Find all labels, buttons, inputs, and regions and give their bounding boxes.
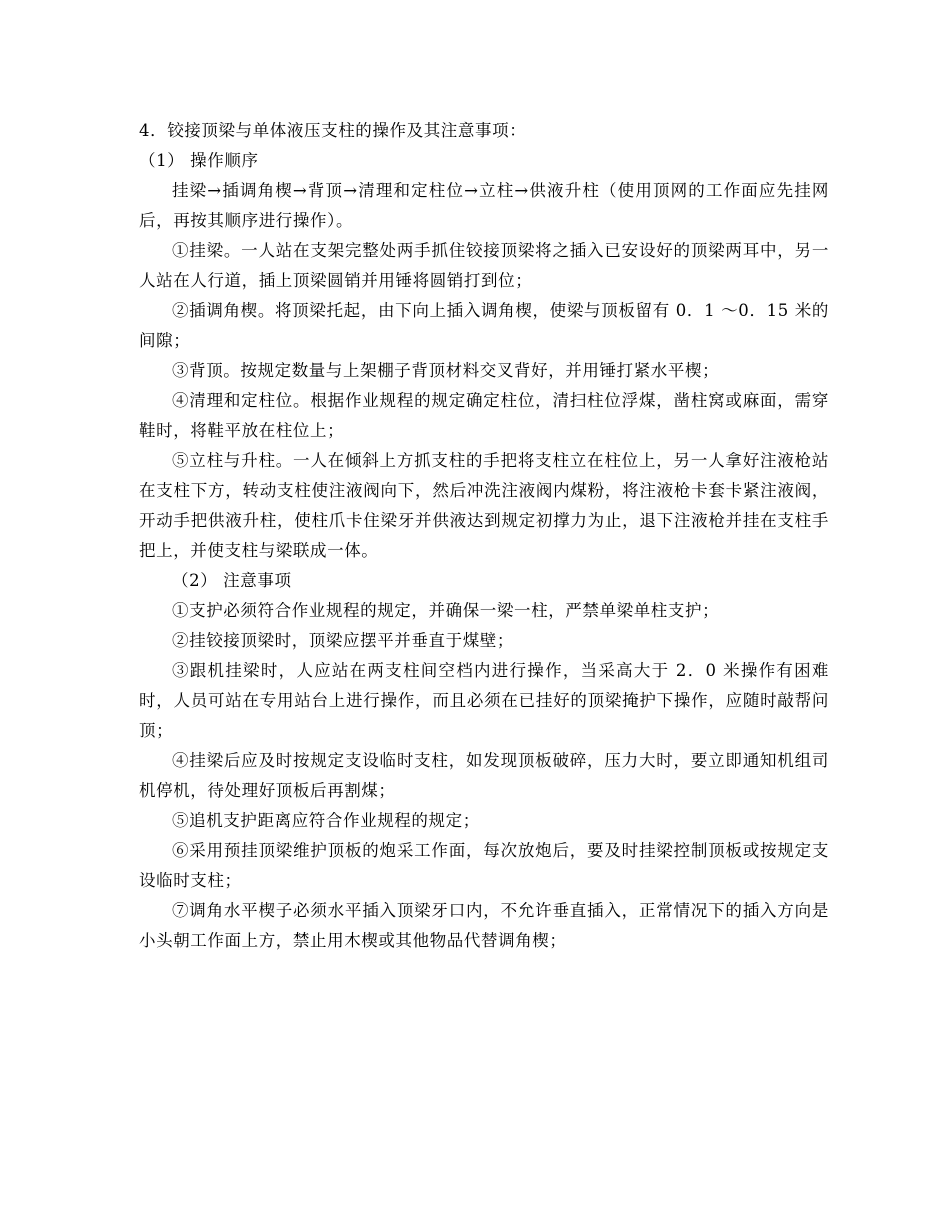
precautions-heading: （2） 注意事项 <box>172 571 292 590</box>
operation-step: ④清理和定柱位。根据作业规程的规定确定柱位，清扫柱位浮煤，凿柱窝或麻面，需穿鞋时，将鞋平放在柱位上； <box>139 391 829 440</box>
operation-sequence: 挂梁→插调角楔→背顶→清理和定柱位→立柱→供液升柱（使用顶网的工作面应先挂网后，再按其顺序进行操作）。 <box>139 181 829 230</box>
precaution-item: ①支护必须符合作业规程的规定，并确保一梁一柱，严禁单梁单柱支护； <box>172 601 720 620</box>
precaution-item: ③跟机挂梁时，人应站在两支柱间空档内进行操作，当采高大于 2．0 米操作有困难时，人员可站在专用站台上进行操作，而且必须在已挂好的顶梁掩护下操作，应随时敲帮问顶； <box>139 661 829 740</box>
precaution-item: ④挂梁后应及时按规定支设临时支柱，如发现顶板破碎，压力大时，要立即通知机组司机停机，待处理好顶板后再割煤； <box>139 751 829 800</box>
precaution-item: ②挂铰接顶梁时，顶梁应摆平并垂直于煤壁； <box>172 631 514 650</box>
operation-step: ②插调角楔。将顶梁托起，由下向上插入调角楔，使梁与顶板留有 0．1 ～0．15 米的间隙； <box>139 301 829 350</box>
precaution-item: ⑥采用预挂顶梁维护顶板的炮采工作面，每次放炮后，要及时挂梁控制顶板或按规定支设临时支柱； <box>139 841 829 890</box>
operation-step: ③背顶。按规定数量与上架棚子背顶材料交叉背好，并用锤打紧水平楔； <box>172 361 720 380</box>
operation-heading: （1） 操作顺序 <box>139 151 259 170</box>
section-title: 4．铰接顶梁与单体液压支柱的操作及其注意事项： <box>139 121 527 140</box>
operation-step: ①挂梁。一人站在支架完整处两手抓住铰接顶梁将之插入已安设好的顶梁两耳中，另一人站在人行道，插上顶梁圆销并用锤将圆销打到位； <box>139 241 829 290</box>
document-body <box>139 116 829 956</box>
operation-step: ⑤立柱与升柱。一人在倾斜上方抓支柱的手把将支柱立在柱位上，另一人拿好注液枪站在支柱下方，转动支柱使注液阀向下，然后冲洗注液阀内煤粉，将注液枪卡套卡紧注液阀，开动手把供液升柱，使柱爪卡住梁牙并供液达到规定初撑力为止，退下注液枪并挂在支柱手把上，并使支柱与梁联成一体。 <box>139 451 829 560</box>
precaution-item: ⑦调角水平楔子必须水平插入顶梁牙口内，不允许垂直插入，正常情况下的插入方向是小头朝工作面上方，禁止用木楔或其他物品代替调角楔； <box>139 901 829 950</box>
precaution-item: ⑤追机支护距离应符合作业规程的规定； <box>172 811 480 830</box>
